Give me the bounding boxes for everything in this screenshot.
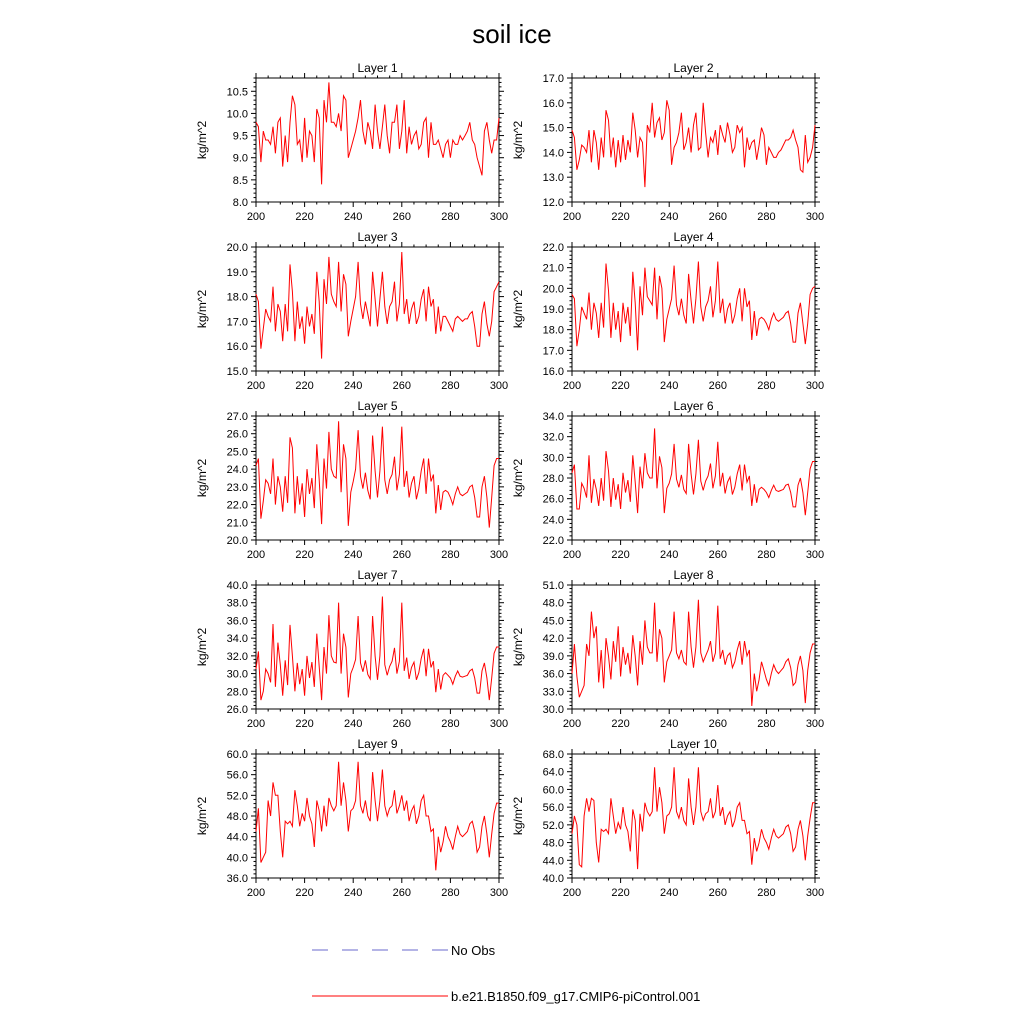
y-axis-label: kg/m^2 [195,289,209,329]
x-tick-label: 200 [562,718,582,730]
x-tick-label: 220 [295,887,314,899]
y-tick-label: 56.0 [226,769,248,782]
panel-layer-7 [195,568,508,730]
y-tick-label: 21.0 [542,262,564,275]
y-tick-label: 60.0 [542,784,564,797]
x-tick-label: 300 [489,211,509,223]
y-tick-label: 19.0 [542,304,564,316]
panels-grid [195,61,824,899]
y-tick-label: 64.0 [542,766,564,779]
y-tick-label: 16.0 [542,97,564,110]
y-tick-label: 51.0 [542,580,564,592]
x-tick-label: 240 [660,211,679,223]
y-tick-label: 17.0 [226,316,248,329]
y-tick-label: 34.0 [226,633,248,646]
y-tick-label: 42.0 [542,633,564,646]
x-tick-label: 260 [708,887,727,899]
y-tick-label: 17.0 [542,73,564,85]
x-tick-label: 220 [611,211,630,223]
plot-frame [572,416,815,540]
x-tick-label: 260 [392,887,411,899]
y-tick-label: 60.0 [226,749,248,761]
x-tick-label: 240 [344,380,363,392]
panel-layer-10 [511,737,824,899]
y-axis-label: kg/m^2 [511,289,525,329]
panel-title: Layer 2 [673,61,714,75]
x-tick-label: 240 [660,549,679,561]
y-tick-label: 40.0 [542,873,564,885]
x-tick-label: 220 [295,380,314,392]
series-line [572,428,815,515]
y-tick-label: 30.0 [542,452,564,465]
panel-title: Layer 10 [670,737,717,751]
y-tick-label: 44.0 [226,831,248,844]
y-tick-label: 40.0 [226,580,248,592]
series-line [572,100,815,187]
series-line [256,252,499,359]
x-tick-label: 300 [489,718,509,730]
x-tick-label: 240 [344,718,363,730]
x-tick-label: 240 [344,211,363,223]
panel-layer-6 [511,399,824,561]
series-line [256,762,499,871]
plot-frame [572,754,815,878]
x-tick-label: 260 [392,211,411,223]
panel-layer-9 [195,737,508,899]
x-tick-label: 260 [392,380,411,392]
y-axis-label: kg/m^2 [195,796,209,836]
y-tick-label: 36.0 [226,615,248,628]
series-line [256,597,499,701]
panel-layer-2 [511,61,824,223]
y-tick-label: 22.0 [542,535,564,547]
y-tick-label: 39.0 [542,650,564,663]
panel-layer-5 [195,399,508,561]
y-tick-label: 10.0 [226,108,248,121]
x-tick-label: 240 [344,549,363,561]
y-axis-label: kg/m^2 [195,120,209,160]
x-tick-label: 260 [708,549,727,561]
y-tick-label: 30.0 [542,704,564,716]
panel-title: Layer 5 [357,399,398,413]
plot-frame [256,754,499,878]
x-tick-label: 280 [441,211,460,223]
y-tick-label: 48.0 [542,837,564,850]
x-tick-label: 280 [757,549,776,561]
x-tick-label: 260 [708,211,727,223]
legend [312,943,700,1004]
x-tick-label: 220 [611,380,630,392]
x-tick-label: 280 [441,887,460,899]
y-tick-label: 22.0 [226,499,248,512]
panel-title: Layer 9 [357,737,398,751]
y-tick-label: 36.0 [226,873,248,885]
panel-title: Layer 3 [357,230,398,244]
x-tick-label: 300 [805,549,825,561]
y-axis-label: kg/m^2 [511,120,525,160]
series-line [572,262,815,351]
x-tick-label: 200 [562,887,582,899]
y-tick-label: 26.0 [226,704,248,716]
series-line [572,767,815,869]
x-tick-label: 260 [708,718,727,730]
y-tick-label: 21.0 [226,517,248,530]
x-tick-label: 260 [708,380,727,392]
panel-layer-8 [511,568,824,730]
x-tick-label: 280 [441,718,460,730]
x-tick-label: 200 [246,549,266,561]
y-tick-label: 8.0 [232,197,248,209]
x-tick-label: 240 [344,887,363,899]
y-tick-label: 9.0 [232,152,248,165]
y-tick-label: 56.0 [542,802,564,815]
panel-layer-4 [511,230,824,392]
y-tick-label: 16.0 [226,341,248,354]
panel-title: Layer 1 [357,61,398,75]
x-tick-label: 220 [295,718,314,730]
y-tick-label: 20.0 [226,535,248,547]
y-tick-label: 23.0 [226,481,248,494]
x-tick-label: 240 [660,380,679,392]
x-tick-label: 220 [611,887,630,899]
plot-frame [256,416,499,540]
plot-frame [572,247,815,371]
y-tick-label: 17.0 [542,345,564,358]
x-tick-label: 280 [757,380,776,392]
y-tick-label: 16.0 [542,366,564,378]
x-tick-label: 220 [611,549,630,561]
y-tick-label: 32.0 [226,650,248,663]
y-tick-label: 28.0 [226,686,248,699]
y-tick-label: 20.0 [226,242,248,254]
panel-title: Layer 6 [673,399,714,413]
legend-model-label: b.e21.B1850.f09_g17.CMIP6-piControl.001 [451,989,701,1004]
y-tick-label: 26.0 [542,493,564,506]
plot-frame [256,585,499,709]
x-tick-label: 300 [489,380,509,392]
y-tick-label: 10.5 [226,86,248,99]
panel-title: Layer 7 [357,568,398,582]
y-tick-label: 19.0 [226,266,248,279]
legend-no-obs-label: No Obs [451,943,496,958]
y-tick-label: 30.0 [226,668,248,681]
x-tick-label: 300 [489,887,509,899]
figure-title: soil ice [472,19,552,49]
panel-layer-3 [195,230,508,392]
y-tick-label: 33.0 [542,686,564,699]
x-tick-label: 300 [489,549,509,561]
y-tick-label: 32.0 [542,431,564,444]
x-tick-label: 280 [757,211,776,223]
x-tick-label: 220 [295,549,314,561]
y-tick-label: 45.0 [542,615,564,628]
x-tick-label: 300 [805,887,825,899]
y-axis-label: kg/m^2 [511,796,525,836]
y-tick-label: 27.0 [226,411,248,423]
y-tick-label: 68.0 [542,749,564,761]
y-tick-label: 9.5 [232,130,248,143]
y-tick-label: 20.0 [542,283,564,296]
x-tick-label: 280 [757,718,776,730]
y-tick-label: 38.0 [226,597,248,610]
x-tick-label: 220 [295,211,314,223]
y-tick-label: 13.0 [542,172,564,185]
x-tick-label: 200 [246,380,266,392]
y-tick-label: 18.0 [226,291,248,304]
y-tick-label: 24.0 [226,464,248,477]
y-axis-label: kg/m^2 [195,627,209,667]
y-tick-label: 26.0 [226,428,248,441]
x-tick-label: 260 [392,549,411,561]
y-tick-label: 22.0 [542,242,564,254]
y-tick-label: 14.0 [542,147,564,160]
y-tick-label: 36.0 [542,668,564,681]
plot-frame [572,585,815,709]
x-tick-label: 200 [246,887,266,899]
x-tick-label: 280 [441,549,460,561]
y-tick-label: 18.0 [542,324,564,337]
y-tick-label: 12.0 [542,197,564,209]
x-tick-label: 200 [562,211,582,223]
x-tick-label: 300 [805,380,825,392]
y-tick-label: 34.0 [542,411,564,423]
y-tick-label: 48.0 [542,597,564,610]
x-tick-label: 280 [757,887,776,899]
y-tick-label: 52.0 [226,790,248,803]
y-tick-label: 15.0 [226,366,248,378]
y-tick-label: 24.0 [542,514,564,527]
series-line [256,82,499,184]
x-tick-label: 200 [562,380,582,392]
x-tick-label: 220 [611,718,630,730]
x-tick-label: 240 [660,887,679,899]
y-tick-label: 15.0 [542,122,564,135]
y-axis-label: kg/m^2 [511,458,525,498]
panel-title: Layer 8 [673,568,714,582]
y-tick-label: 25.0 [226,446,248,459]
x-tick-label: 300 [805,211,825,223]
x-tick-label: 200 [246,718,266,730]
y-axis-label: kg/m^2 [511,627,525,667]
series-line [572,600,815,706]
panel-title: Layer 4 [673,230,714,244]
panel-layer-1 [195,61,508,223]
y-tick-label: 28.0 [542,473,564,485]
y-tick-label: 8.5 [232,174,248,187]
x-tick-label: 280 [441,380,460,392]
series-line [256,421,499,527]
y-tick-label: 48.0 [226,811,248,823]
plot-frame [572,78,815,202]
x-tick-label: 240 [660,718,679,730]
plot-frame [256,247,499,371]
y-axis-label: kg/m^2 [195,458,209,498]
x-tick-label: 260 [392,718,411,730]
y-tick-label: 40.0 [226,852,248,865]
y-tick-label: 44.0 [542,855,564,868]
y-tick-label: 52.0 [542,819,564,832]
x-tick-label: 300 [805,718,825,730]
x-tick-label: 200 [246,211,266,223]
x-tick-label: 200 [562,549,582,561]
